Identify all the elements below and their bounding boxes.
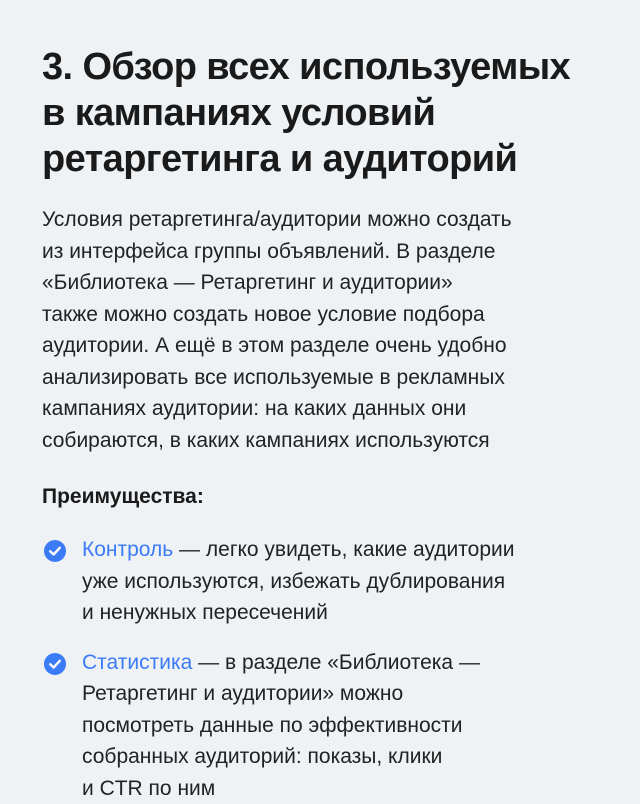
intro-line: «Библиотека — Ретаргетинг и аудитории»: [42, 267, 600, 299]
intro-line: анализировать все используемые в рекламных: [42, 362, 600, 394]
benefit-first-line: [82, 647, 600, 679]
benefit-item-control: [42, 534, 600, 629]
check-circle-icon: [44, 540, 66, 562]
check-circle-icon: [44, 653, 66, 675]
benefit-title: Статистика: [82, 651, 192, 674]
intro-line: Условия ретаргетинга/аудитории можно создать: [42, 204, 600, 236]
title-line: в кампаниях условий: [42, 90, 600, 136]
benefit-text-line: уже используются, избежать дублирования: [82, 566, 600, 598]
benefit-text-line: собранных аудиторий: показы, клики: [82, 741, 600, 773]
intro-paragraph: [42, 204, 600, 456]
intro-line: кампаниях аудитории: на каких данных они: [42, 393, 600, 425]
title-line: ретаргетинга и аудиторий: [42, 136, 600, 182]
intro-line: из интерфейса группы объявлений. В разделе: [42, 236, 600, 268]
benefit-text: — в разделе «Библиотека —: [192, 651, 480, 674]
benefit-text-line: и CTR по ним: [82, 773, 600, 804]
benefit-text-line: и ненужных пересечений: [82, 597, 600, 629]
benefits-list: [42, 534, 600, 804]
benefit-item-statistics: [42, 647, 600, 804]
benefit-text: — легко увидеть, какие аудитории: [173, 538, 514, 561]
benefit-text-line: посмотреть данные по эффективности: [82, 710, 600, 742]
intro-line: также можно создать новое условие подбора: [42, 299, 600, 331]
benefit-text-line: Ретаргетинг и аудитории» можно: [82, 678, 600, 710]
benefits-heading: Преимущества:: [42, 482, 600, 512]
intro-line: аудитории. А ещё в этом разделе очень удобно: [42, 330, 600, 362]
intro-line: собираются, в каких кампаниях используются: [42, 425, 600, 457]
benefit-first-line: [82, 534, 600, 566]
page-title: [42, 44, 600, 182]
benefit-title: Контроль: [82, 538, 173, 561]
title-line: 3. Обзор всех используемых: [42, 44, 600, 90]
